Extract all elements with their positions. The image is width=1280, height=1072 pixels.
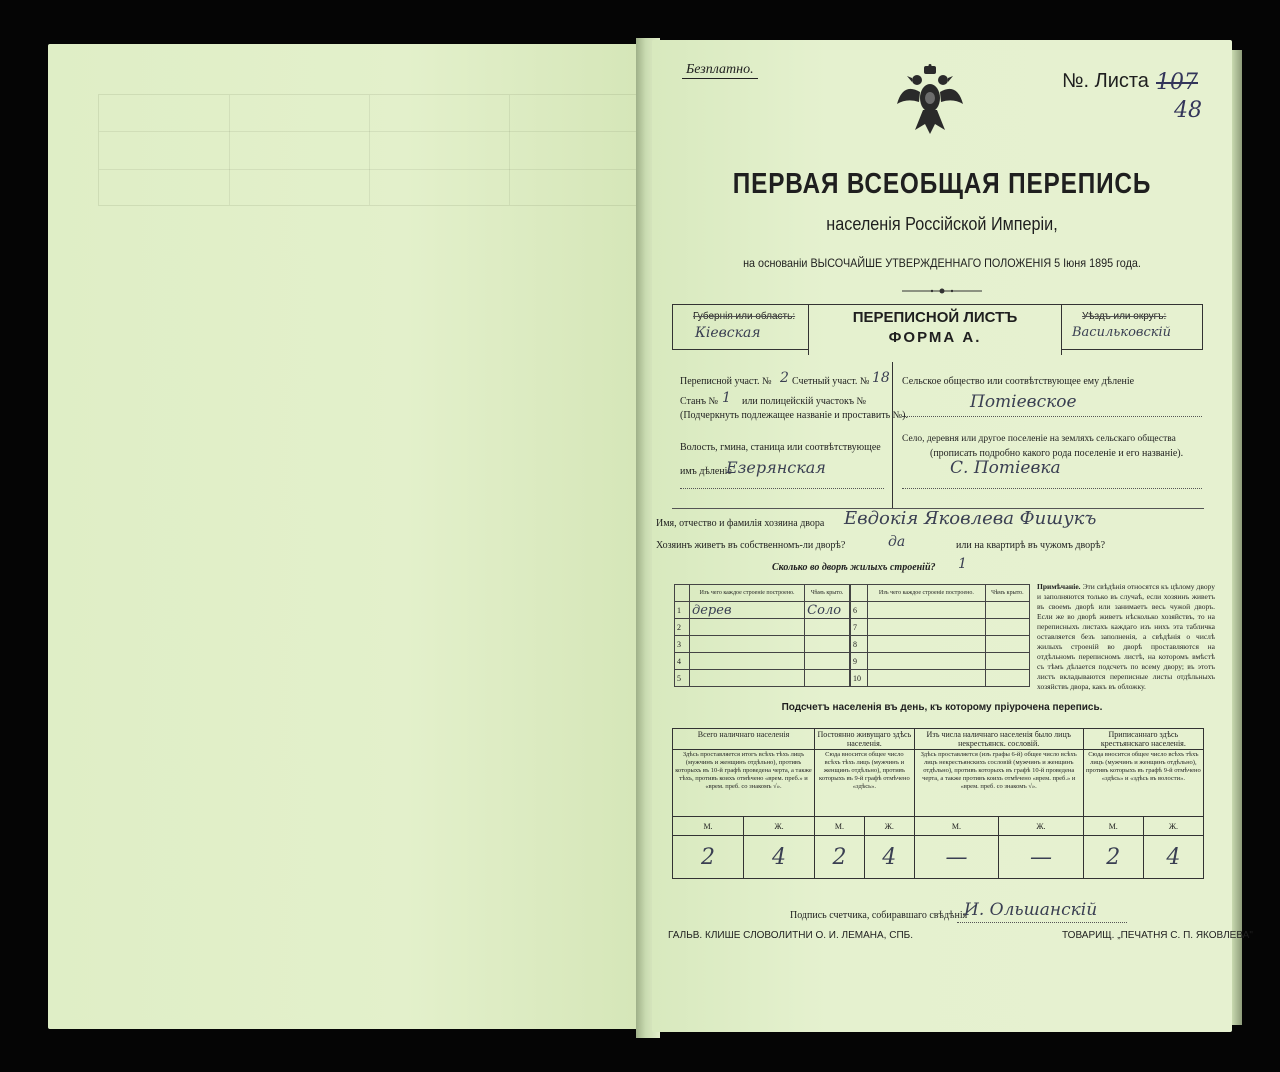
district-value: Васильковскій (1072, 325, 1172, 340)
structure-row (851, 602, 1030, 619)
sheet-number-label: №. Листа (1062, 70, 1149, 92)
counting-section-label: Счетный участ. № (792, 376, 870, 387)
structure-material-cell (868, 602, 986, 619)
population-description: Сюда вносится общее число всѣхъ тѣхъ лицъ (мужчинъ и женщинъ отдѣльно), противъ которыхъ въ графѣ 9-й отмѣчено «здѣсь» и «здѣсь въ волости». (1083, 750, 1203, 817)
double-headed-eagle-icon (895, 64, 965, 136)
population-value: 2 (1083, 836, 1143, 879)
male-column-label: М. (815, 817, 865, 836)
volost-label-2: имъ дѣленіе (680, 466, 732, 477)
population-description: Здѣсь проставляется (изъ графы 6-й) общее число всѣхъ лицъ некрестьянскихъ сословій (мужчинъ и женщинъ отдѣльно), противъ которыхъ въ графѣ 10-й проведена черта, а также противъ коихъ отмѣчено «врем. преб.» и «врем. преб. со знакомъ √». (914, 750, 1083, 817)
location-right-column (900, 362, 1204, 508)
left-page (48, 44, 644, 1029)
decree-line: на основаніи ВЫСОЧАЙШЕ УТВЕРЖДЕННАГО ПОЛОЖЕНІЯ 5 Іюня 1895 года. (743, 256, 1141, 270)
structure-n-cell: 9 (851, 653, 868, 670)
population-value: 2 (815, 836, 865, 879)
location-left-column (672, 362, 908, 508)
structure-roof-cell (805, 670, 850, 687)
structure-roof-cell (805, 619, 850, 636)
structure-material-cell (868, 619, 986, 636)
sheet-number-struck: 107 (1156, 70, 1198, 95)
structure-n-cell: 1 (675, 602, 690, 619)
structure-material-cell (690, 636, 805, 653)
roof-header-2: Чѣмъ крыто. (985, 585, 1029, 602)
structure-roof-cell (985, 602, 1029, 619)
female-column-label: Ж. (864, 817, 914, 836)
stan-value: 1 (722, 390, 731, 406)
village-label: Село, деревня или другое поселеніе на земляхъ сельскаго общества (902, 434, 1176, 444)
sheet-number-handwritten: 48 (1174, 98, 1202, 123)
structure-n-cell: 5 (675, 670, 690, 687)
population-value: 4 (744, 836, 815, 879)
village-value: С. Потіевка (950, 458, 1061, 478)
province-label: Губернія или область: (693, 311, 796, 322)
material-header: Изъ чего каждое строеніе построено. (690, 585, 805, 602)
population-description: Сюда вносится общее число всѣхъ тѣхъ лицъ (мужчинъ и женщинъ отдѣльно), противъ которыхъ въ 9-й графѣ отмѣчено «здѣсь». (815, 750, 915, 817)
note-block (1037, 582, 1215, 692)
structure-row (675, 653, 850, 670)
village-note: (прописать подробно какого рода поселеніе и его названіе). (930, 448, 1184, 459)
census-section-value: 2 (780, 370, 789, 386)
stan-label: Станъ № (680, 396, 719, 407)
population-table (672, 728, 1204, 879)
buildings-label: Сколько во дворѣ жилыхъ строеній? (772, 562, 936, 573)
population-value: 2 (673, 836, 744, 879)
population-value: — (999, 836, 1084, 879)
population-header: Постоянно живущаго здѣсь населенія. (815, 729, 915, 750)
police-label: или полицейскій участокъ № (742, 396, 867, 407)
population-value: 4 (1143, 836, 1203, 879)
male-column-label: М. (914, 817, 998, 836)
structure-material-cell (690, 619, 805, 636)
structure-n-cell: 2 (675, 619, 690, 636)
census-section-label: Переписной участ. № (680, 376, 772, 387)
structure-n-cell: 10 (851, 670, 868, 687)
structure-row (851, 636, 1030, 653)
note-text: Эти свѣдѣнія относятся къ цѣлому двору и заполняются только въ случаѣ, если хозяинъ живетъ въ своемъ дворѣ или занимаетъ весь чужой дворъ. Если же во дворѣ живетъ нѣсколько хозяйствъ, то на переписныхъ листахъ каждаго изъ нихъ эта табличка оставляется безъ заполненія, а свѣдѣнія о числѣ жилыхъ строеній во дворѣ проставляются на отдѣльномъ переписномъ листѣ, на которомъ вмѣстѣ съ тѣмъ дѣлается подсчетъ по всему двору; въ этотъ листъ вкладываются переписные листы отдѣльныхъ хозяйствъ двора, какъ въ обложку. (1037, 582, 1216, 691)
population-value: 4 (864, 836, 914, 879)
own-yard-value: да (888, 534, 906, 550)
volost-value: Езерянская (726, 458, 826, 477)
signature-label: Подпись счетчика, собиравшаго свѣдѣнія (790, 910, 968, 921)
other-yard-label: или на квартирѣ въ чужомъ дворѣ? (956, 540, 1106, 551)
population-header: Всего наличнаго населенія (673, 729, 815, 750)
roof-header: Чѣмъ крыто. (805, 585, 850, 602)
population-value: — (914, 836, 998, 879)
structures-table-left (674, 584, 850, 687)
owner-label: Имя, отчество и фамилія хозяина двора (656, 518, 825, 529)
structure-n-cell: 6 (851, 602, 868, 619)
structures-table-right (850, 584, 1030, 687)
structure-n-cell: 8 (851, 636, 868, 653)
structure-row (851, 670, 1030, 687)
female-column-label: Ж. (999, 817, 1084, 836)
structure-material-cell (868, 636, 986, 653)
structure-row (851, 653, 1030, 670)
material-header-2: Изъ чего каждое строеніе построено. (868, 585, 986, 602)
structure-n-cell: 4 (675, 653, 690, 670)
structure-material-cell: дерев (690, 602, 805, 619)
structure-material-cell (868, 653, 986, 670)
structure-n-cell: 7 (851, 619, 868, 636)
structure-roof-cell (805, 653, 850, 670)
structure-roof-cell (985, 653, 1029, 670)
structure-row (675, 619, 850, 636)
structure-roof-cell (985, 619, 1029, 636)
form-subtitle: населенія Россійской Имперіи, (826, 214, 1058, 234)
volost-label: Волость, гмина, станица или соотвѣтствующее (680, 442, 881, 453)
buildings-value: 1 (958, 556, 967, 572)
structure-row (675, 602, 850, 619)
counting-section-value: 18 (872, 370, 890, 386)
note-title: Примѣчаніе. (1037, 582, 1081, 591)
structure-row (675, 636, 850, 653)
male-column-label: М. (673, 817, 744, 836)
structure-material-cell (868, 670, 986, 687)
own-yard-label: Хозяинъ живетъ въ собственномъ-ли дворѣ? (656, 540, 846, 551)
census-form-page (652, 40, 1253, 1032)
population-description: Здѣсь проставляется итогъ всѣхъ тѣхъ лицъ (мужчинъ и женщинъ отдѣльно), противъ которыхъ въ 10-й графѣ проведена черта, а также тѣхъ, противъ коихъ отмѣчено «врем. преб.» и «врем. преб. со знакомъ √». (673, 750, 815, 817)
province-box (672, 304, 809, 350)
district-label: Уѣздъ или округъ: (1082, 311, 1167, 322)
ornament-divider-icon (902, 286, 982, 296)
structure-roof-cell (985, 636, 1029, 653)
population-header: Изъ числа наличнаго населенія было лицъ некрестьянск. сословій. (914, 729, 1083, 750)
owner-value: Евдокія Яковлева Фишукъ (844, 508, 1097, 529)
footer-left: ГАЛЬВ. КЛИШЕ СЛОВОЛИТНИ О. И. ЛЕМАНА, СПБ. (668, 930, 913, 941)
female-column-label: Ж. (1143, 817, 1203, 836)
society-value: Потіевское (970, 392, 1077, 412)
signature-value: И. Ольшанскій (964, 900, 1098, 920)
form-title-line1: ПЕРЕПИСНОЙ ЛИСТЪ (852, 309, 1018, 326)
district-box (1061, 304, 1203, 350)
structure-row (675, 670, 850, 687)
structure-roof-cell (805, 636, 850, 653)
form-main-title: ПЕРВАЯ ВСЕОБЩАЯ ПЕРЕПИСЬ (732, 168, 1152, 200)
page-edges (1232, 50, 1242, 1025)
male-column-label: М. (1083, 817, 1143, 836)
structure-material-cell (690, 653, 805, 670)
structure-roof-cell: Соло (805, 602, 850, 619)
structure-row (851, 619, 1030, 636)
count-title: Подсчетъ населенія въ день, къ которому пріурочена перепись. (781, 702, 1103, 713)
structure-roof-cell (985, 670, 1029, 687)
female-column-label: Ж. (744, 817, 815, 836)
free-label: Безплатно. (682, 62, 758, 79)
form-title-box (808, 304, 1062, 355)
bleed-through-table (98, 94, 640, 206)
underline-note: (Подчеркнуть подлежащее названіе и проставить №). (680, 410, 908, 421)
province-value: Кіевская (695, 325, 761, 341)
structure-n-cell: 3 (675, 636, 690, 653)
footer-right: ТОВАРИЩ. „ПЕЧАТНЯ С. П. ЯКОВЛЕВА" (1062, 930, 1253, 941)
society-label: Сельское общество или соотвѣтствующее ему дѣленіе (902, 376, 1135, 387)
population-header: Приписаннаго здѣсь крестьянскаго населенія. (1083, 729, 1203, 750)
form-title-line2: ФОРМА А. (888, 329, 982, 346)
structure-material-cell (690, 670, 805, 687)
